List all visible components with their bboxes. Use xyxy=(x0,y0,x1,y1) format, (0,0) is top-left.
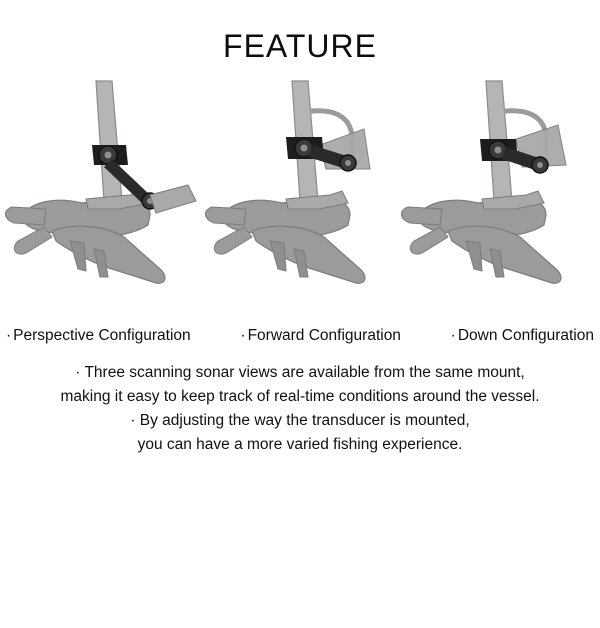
caption-label: Forward Configuration xyxy=(247,327,401,344)
trolling-motor-illustration xyxy=(5,81,196,283)
caption-label: Perspective Configuration xyxy=(13,327,191,344)
feature-page xyxy=(0,28,600,628)
perspective-configuration-figure xyxy=(0,73,200,323)
page-title: FEATURE xyxy=(223,28,377,64)
caption-bullet-icon: · xyxy=(450,327,456,344)
caption-bullet-icon: · xyxy=(6,327,12,344)
caption-label: Down Configuration xyxy=(457,327,594,344)
feature-notes xyxy=(0,361,600,457)
caption-bullet-icon: · xyxy=(240,327,246,344)
caption-row xyxy=(0,323,600,345)
figure-row xyxy=(0,73,600,323)
trolling-motor-illustration xyxy=(401,81,566,283)
note-line-2: making it easy to keep track of real-time conditions around the vessel. xyxy=(60,388,540,406)
note-line-3: · By adjusting the way the transducer is mounted, xyxy=(130,412,470,430)
caption-forward-configuration xyxy=(240,327,401,345)
note-line-1: · Three scanning sonar views are available from the same mount, xyxy=(75,364,525,381)
forward-configuration-figure xyxy=(200,73,400,323)
caption-down-configuration xyxy=(451,327,594,345)
caption-perspective-configuration xyxy=(6,327,191,345)
down-configuration-figure xyxy=(400,73,600,323)
note-line-4: you can have a more varied fishing experience. xyxy=(137,436,463,454)
trolling-motor-illustration xyxy=(205,81,370,283)
